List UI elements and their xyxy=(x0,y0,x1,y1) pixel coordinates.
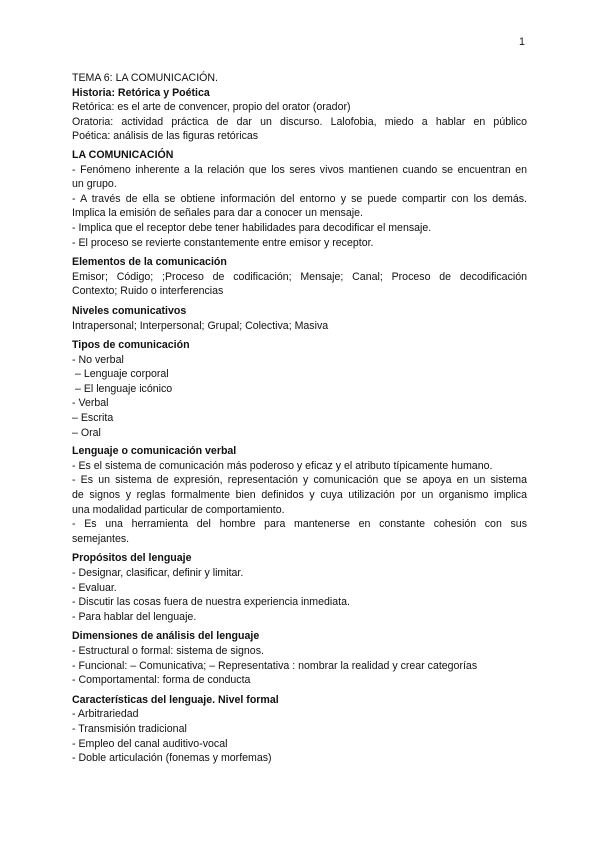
list-item: – Lenguaje corporal xyxy=(75,368,169,381)
text-line: - A través de ella se obtiene información del entorno y se puede compartir con los demás. xyxy=(72,192,527,205)
list-item: - Arbitrariedad xyxy=(72,708,139,721)
section-heading: Características del lenguaje. Nivel formal xyxy=(72,693,279,706)
list-item: - Comportamental: forma de conducta xyxy=(72,674,251,687)
list-item: - Para hablar del lenguaje. xyxy=(72,610,197,623)
section-heading: Niveles comunicativos xyxy=(72,304,187,317)
text-line: Emisor; Código; ;Proceso de codificación; Mensaje; Canal; Proceso de decodificación xyxy=(72,270,527,283)
list-item: - Empleo del canal auditivo-vocal xyxy=(72,737,228,750)
list-item: - Verbal xyxy=(72,397,109,410)
text-line: Implica la emisión de señales para dar a conocer un mensaje. xyxy=(72,207,363,220)
section-elementos xyxy=(72,255,527,299)
list-item: - Evaluar. xyxy=(72,581,117,594)
section-heading: Lenguaje o comunicación verbal xyxy=(72,445,237,458)
page-number: 1 xyxy=(519,36,525,48)
list-item: - Designar, clasificar, definir y limitar. xyxy=(72,567,244,579)
list-item: - Estructural o formal: sistema de signos. xyxy=(72,644,264,657)
text-line: de signos y reglas formalmente bien definidos y cuya utilización por un organismo implica xyxy=(72,489,527,502)
section-heading: LA COMUNICACIÓN xyxy=(72,148,174,161)
section-propositos xyxy=(72,551,527,624)
list-item: - Doble articulación (fonemas y morfemas) xyxy=(72,752,272,765)
text-line: - El proceso se revierte constantemente entre emisor y receptor. xyxy=(72,236,374,249)
list-item: - Discutir las cosas fuera de nuestra experiencia inmediata. xyxy=(72,596,350,609)
text-line: - Fenómeno inherente a la relación que los seres vivos mantienen cuando se encuentran en xyxy=(72,163,527,176)
text-line: semejantes. xyxy=(72,532,130,545)
list-item: - Funcional: – Comunicativa; – Representativa : nombrar la realidad y crear categorías xyxy=(72,659,478,672)
list-item: - Transmisión tradicional xyxy=(72,722,187,735)
text-line: - Es el sistema de comunicación más poderoso y eficaz y el atributo típicamente humano. xyxy=(72,459,493,472)
list-item: – Oral xyxy=(72,426,101,439)
text-line: Intrapersonal; Interpersonal; Grupal; Colectiva; Masiva xyxy=(72,319,329,332)
section-dimensiones xyxy=(72,629,527,687)
section-heading: Propósitos del lenguaje xyxy=(72,552,192,565)
section-heading: Dimensiones de análisis del lenguaje xyxy=(72,630,260,643)
text-line: Retórica: es el arte de convencer, propio del orator (orador) xyxy=(72,101,351,114)
section-caracteristicas xyxy=(72,693,527,766)
section-tipos xyxy=(72,338,527,440)
text-line: una modalidad particular de comportamiento. xyxy=(72,503,285,516)
list-item: – Escrita xyxy=(72,412,114,425)
section-heading: Historia: Retórica y Poética xyxy=(72,86,210,99)
document-body xyxy=(72,71,527,766)
text-line: - Implica que el receptor debe tener habilidades para decodificar el mensaje. xyxy=(72,221,432,234)
text-line: - Es una herramienta del hombre para mantenerse en constante cohesión con sus xyxy=(72,518,527,531)
section-lenguaje xyxy=(72,444,527,546)
list-item: - No verbal xyxy=(72,353,124,366)
section-heading: Tipos de comunicación xyxy=(72,339,190,352)
text-line: Contexto; Ruido o interferencias xyxy=(72,285,224,298)
text-line: un grupo. xyxy=(72,178,117,191)
text-line: - Es un sistema de expresión, representación y comunicación que se apoya en un sistema xyxy=(72,474,527,487)
list-item: – El lenguaje icónico xyxy=(75,382,173,395)
section-heading: Elementos de la comunicación xyxy=(72,256,227,269)
text-line: Poética: análisis de las figuras retóricas xyxy=(72,130,259,143)
section-comunicacion xyxy=(72,148,527,250)
section-niveles xyxy=(72,304,527,333)
text-line: Oratoria: actividad práctica de dar un discurso. Lalofobia, miedo a hablar en público xyxy=(72,115,527,128)
document-title: TEMA 6: LA COMUNICACIÓN. xyxy=(72,72,218,84)
section-historia xyxy=(72,86,527,144)
